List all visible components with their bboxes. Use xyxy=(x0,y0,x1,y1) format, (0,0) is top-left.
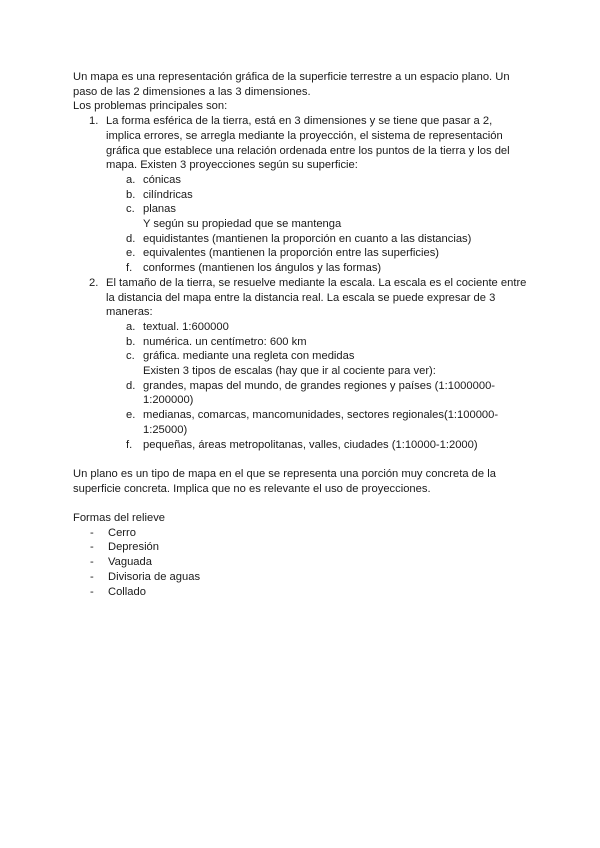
problems-list xyxy=(73,114,528,452)
list-item-text: conformes (mantienen los ángulos y las formas) xyxy=(143,262,382,275)
scale-list xyxy=(106,320,528,452)
intro-paragraph: Un mapa es una representación gráfica de la superficie terrestre a un espacio plano. Un paso de las 2 dimensiones a las 3 dimensiones. xyxy=(73,71,510,98)
spacer xyxy=(73,452,528,467)
list-marker: a. xyxy=(126,320,136,333)
list-item-note: Y según su propiedad que se mantenga xyxy=(143,218,342,231)
list-item xyxy=(106,438,528,453)
problem-item xyxy=(73,114,528,276)
projection-list xyxy=(106,173,528,276)
list-item-text: grandes, mapas del mundo, de grandes regiones y países (1:1000000-1:200000) xyxy=(143,379,496,407)
list-marker: e. xyxy=(126,409,136,422)
list-marker: 1. xyxy=(89,115,99,128)
list-item-text: Collado xyxy=(108,585,146,598)
list-item-text: textual. 1:600000 xyxy=(143,320,229,333)
list-marker: e. xyxy=(126,247,136,260)
dash-bullet: - xyxy=(90,541,94,554)
list-item-text: pequeñas, áreas metropolitanas, valles, ciudades (1:10000-1:2000) xyxy=(143,438,478,451)
list-item xyxy=(73,526,528,541)
list-item-text: Vaguada xyxy=(108,556,152,569)
list-marker: f. xyxy=(126,262,133,275)
list-item xyxy=(106,408,528,437)
list-item xyxy=(106,202,528,231)
list-item-text: cónicas xyxy=(143,173,181,186)
list-marker: c. xyxy=(126,350,135,363)
list-item-text: gráfica. mediante una regleta con medidas xyxy=(143,350,355,363)
list-item-text: medianas, comarcas, mancomunidades, sectores regionales(1:100000-1:25000) xyxy=(143,409,499,436)
list-marker: a. xyxy=(126,173,136,186)
list-item xyxy=(106,173,528,188)
list-item xyxy=(73,570,528,585)
list-item-text: Cerro xyxy=(108,526,136,539)
list-item-text: equivalentes (mantienen la proporción entre las superficies) xyxy=(143,247,440,260)
list-item xyxy=(106,349,528,378)
problem-item xyxy=(73,276,528,452)
list-item-text: numérica. un centímetro: 600 km xyxy=(143,335,307,348)
dash-bullet: - xyxy=(90,556,94,569)
list-item xyxy=(106,188,528,203)
list-marker: b. xyxy=(126,188,136,201)
list-item-text: cilíndricas xyxy=(143,188,193,201)
relieve-list xyxy=(73,526,528,600)
plano-paragraph: Un plano es un tipo de mapa en el que se representa una porción muy concreta de la superficie concreta. Implica que no es relevante el uso de proyecciones. xyxy=(73,467,496,495)
list-marker: d. xyxy=(126,379,136,392)
list-item xyxy=(73,540,528,555)
dash-bullet: - xyxy=(90,526,94,539)
list-item xyxy=(106,335,528,350)
spacer xyxy=(73,496,528,511)
list-marker: c. xyxy=(126,203,135,216)
list-marker: f. xyxy=(126,438,133,451)
problem-text: El tamaño de la tierra, se resuelve mediante la escala. La escala es el cociente entre la distancia del mapa entre la distancia real. La escala se puede expresar de 3 maneras: xyxy=(106,276,527,319)
list-item-text: Divisoria de aguas xyxy=(108,570,201,583)
list-item xyxy=(106,320,528,335)
list-marker: d. xyxy=(126,232,136,245)
list-item-text: planas xyxy=(143,203,176,216)
list-marker: 2. xyxy=(89,276,99,289)
list-item-text: equidistantes (mantienen la proporción en cuanto a las distancias) xyxy=(143,232,472,245)
list-item xyxy=(73,585,528,600)
list-item xyxy=(106,232,528,247)
list-item xyxy=(106,261,528,276)
list-item-note: Existen 3 tipos de escalas (hay que ir al cociente para ver): xyxy=(143,365,436,378)
relieve-heading: Formas del relieve xyxy=(73,512,166,525)
list-item xyxy=(106,246,528,261)
dash-bullet: - xyxy=(90,570,94,583)
list-marker: b. xyxy=(126,335,136,348)
list-item xyxy=(73,555,528,570)
dash-bullet: - xyxy=(90,585,94,598)
list-item xyxy=(106,379,528,408)
problem-text: La forma esférica de la tierra, está en 3 dimensiones y se tiene que pasar a 2, implica errores, se arregla mediante la proyección, el sistema de representación gráfica que establece una relación ordenada entre los puntos de la tierra y los del mapa. Existen 3 proyecciones según su superficie: xyxy=(106,115,510,172)
problems-heading: Los problemas principales son: xyxy=(73,100,228,113)
document-body xyxy=(73,70,528,599)
list-item-text: Depresión xyxy=(108,541,159,554)
